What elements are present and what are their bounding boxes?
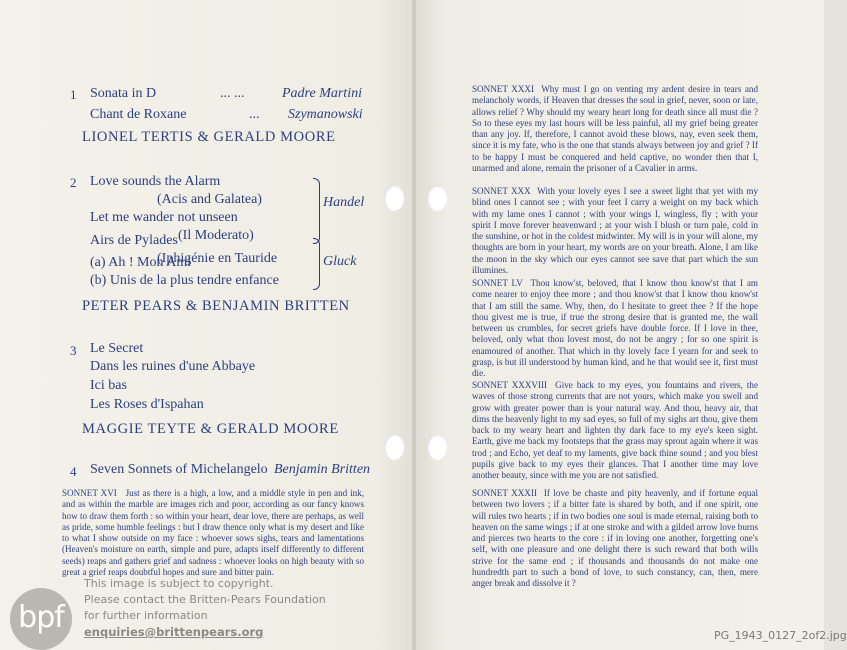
sonnet-heading: SONNET XVI: [62, 488, 117, 498]
punch-hole: [384, 434, 404, 460]
sonnet-heading: SONNET XXXVIII: [472, 380, 548, 390]
sonnet-text: Just as there is a high, a low, and a middle style in pen and ink, and as within the marble are images rich and poor, according as our fancy knows how to draw them forth : so within your heart, dear love, there are perhaps, as well as pride, some humble feelings : but I draw thence only what is my desert and like to what I show outside on my face : whoever sows sighs, tears and lamentations (Heaven's moisture on earth, simple and pure, adapts itself differently to different seeds) reaps and gathers grief and sadness : whoever looks on high beauty with so great a grief reaps doubtful hopes and sure and bitter pain.: [62, 488, 364, 578]
sonnet-text: If love be chaste and pity heavenly, and if fortune equal between two lovers ; if a bitter fate is shared by both, and if one spirit, one will rules two hearts ; if in two bodies one soul is made eternal, raising both to heaven on the same wings ; if at one stroke and with a gilded arrow love burns and pierces two hearts to the core : if in loving one another, forgetting one's self, with one pleasure and one delight there is such reward that both wills strive for the same end ; if thousands and thousands do not make one hundredth part to such a bond of love, to such constancy, can, then, mere anger break and dissolve it ?: [472, 488, 758, 589]
performers: PETER PEARS & BENJAMIN BRITTEN: [82, 298, 350, 314]
leader-dots: ...: [249, 107, 260, 122]
song-source: (Il Moderato): [178, 228, 254, 243]
copyright-notice: This image is subject to copyright.: [84, 577, 274, 590]
piece-title: Chant de Roxane: [90, 107, 187, 122]
copyright-notice: for further information: [84, 609, 208, 622]
sonnet-heading: SONNET XXXI: [472, 84, 535, 94]
sonnet-heading: SONNET XXX: [472, 186, 531, 196]
brace: [313, 238, 320, 290]
sonnet-text: Give back to my eyes, you fountains and rivers, the waves of those strong currents that are not yours, which make you swell and grow with greater power than is your natural way. And thou, heavy air, that dims the heavenly light to my sad eyes, so full of my sighs art thou, give them back to my weary heart and lighten thy dark face to my eye's keen sight. Earth, give me back my footsteps that the grass may sprout again where it was trod ; and Echo, yet deaf to my laments, give back thine sound ; and you blest pupils give back to my eyes their glances. That I another time may love another beauty, since with me you are not satisfied.: [472, 380, 758, 481]
brace: [313, 178, 320, 244]
song-title: Let me wander not unseen: [90, 210, 238, 225]
song-title: Dans les ruines d'une Abbaye: [90, 359, 256, 374]
leader-dots: ... ...: [220, 86, 245, 101]
song-title: Les Roses d'Ispahan: [90, 397, 204, 412]
sonnet-text: Thou know'st, beloved, that I know thou know'st that I am come nearer to enjoy thee more ; and thou know'st that I know thou know'st that I am still the same. Why, then, do I hesitate to greet thee ? If the hope thou givest me is true, if true the strong desire that is granted me, the wall between us crumbles, for secret griefs have double force. If I love in thee, beloved, only what thou lovest most, do not be angry ; for so one spirit is enamoured of another. That which in thy lovely face I yearn for and seek to grasp, is but ill understood by human kind, and he that would see it, first must die.: [472, 278, 759, 379]
item-number: 2: [70, 175, 77, 190]
copyright-notice: Please contact the Britten-Pears Foundation: [84, 593, 326, 606]
song-title: Love sounds the Alarm: [90, 174, 221, 189]
sonnet-heading: SONNET LV: [472, 278, 523, 288]
composer-name: Handel: [323, 195, 365, 210]
piece-title: Sonata in D: [90, 86, 157, 101]
sonnet-block: [472, 278, 758, 380]
composer-name: Szymanowski: [288, 107, 363, 122]
work-title: Seven Sonnets of Michelangelo: [90, 462, 268, 477]
song-title: Airs de Pylades: [90, 233, 178, 248]
sonnet-block: [62, 488, 364, 578]
page-fold: [412, 0, 416, 650]
song-source: (Iphigénie en Tauride: [157, 251, 278, 266]
sonnet-block: [472, 186, 758, 276]
sonnet-text: With your lovely eyes I see a sweet light that yet with my blind ones I cannot see ; with your feet I carry a weight on my back which with my lame ones I cannot ; with your wings I, wingless, fly ; with your spirit I move forever heavenward ; at your wish I blush or turn pale, cold in the sunshine, or hot in the coldest midwinter. My will is in your will alone, my thoughts are born in your heart, my words are on your breath. Alone, I am like the moon in the sky which our eyes cannot see save that part which the sun illumines.: [472, 186, 758, 276]
image-reference: PG_1943_0127_2of2.jpg: [714, 629, 847, 642]
song-title: (b) Unis de la plus tendre enfance: [90, 273, 279, 288]
composer-name: Padre Martini: [282, 86, 362, 101]
contact-email-link[interactable]: enquiries@brittenpears.org: [84, 625, 264, 639]
song-title: Ici bas: [90, 378, 127, 393]
song-title: Le Secret: [90, 341, 144, 356]
composer-name: Benjamin Britten: [274, 462, 371, 477]
item-number: 3: [70, 343, 77, 358]
sonnet-heading: SONNET XXXII: [472, 488, 537, 498]
punch-hole: [427, 434, 447, 460]
punch-hole: [427, 185, 447, 211]
sonnet-block: [472, 380, 758, 482]
item-number: 1: [70, 87, 77, 102]
sonnet-block: [472, 488, 758, 590]
punch-hole: [384, 185, 404, 211]
performers: MAGGIE TEYTE & GERALD MOORE: [82, 421, 339, 437]
sonnet-block: [472, 84, 758, 174]
composer-name: Gluck: [323, 254, 357, 269]
sonnet-text: Why must I go on venting my ardent desire in tears and melancholy words, if Heaven that dresses the soul in grief, never, soon or late, allows relief ? Why should my weary heart long for death since all must die ? So to these eyes my last hours will be less painful, all my grief being greater than any joy. If, therefore, I cannot avoid these blows, nay, even seek them, since it is my fate, who is the one that stands always between joy and grief ? If to be happy I must be conquered and held captive, no wonder then that I, unarmed and alone, remain the prisoner of a Cavalier in arms.: [472, 84, 758, 174]
song-title: (a) Ah ! Mon Ami: [90, 255, 192, 270]
song-source: (Acis and Galatea): [157, 192, 262, 207]
item-number: 4: [70, 464, 77, 479]
performers: LIONEL TERTIS & GERALD MOORE: [82, 129, 336, 145]
foundation-logo: bpf: [10, 588, 72, 650]
